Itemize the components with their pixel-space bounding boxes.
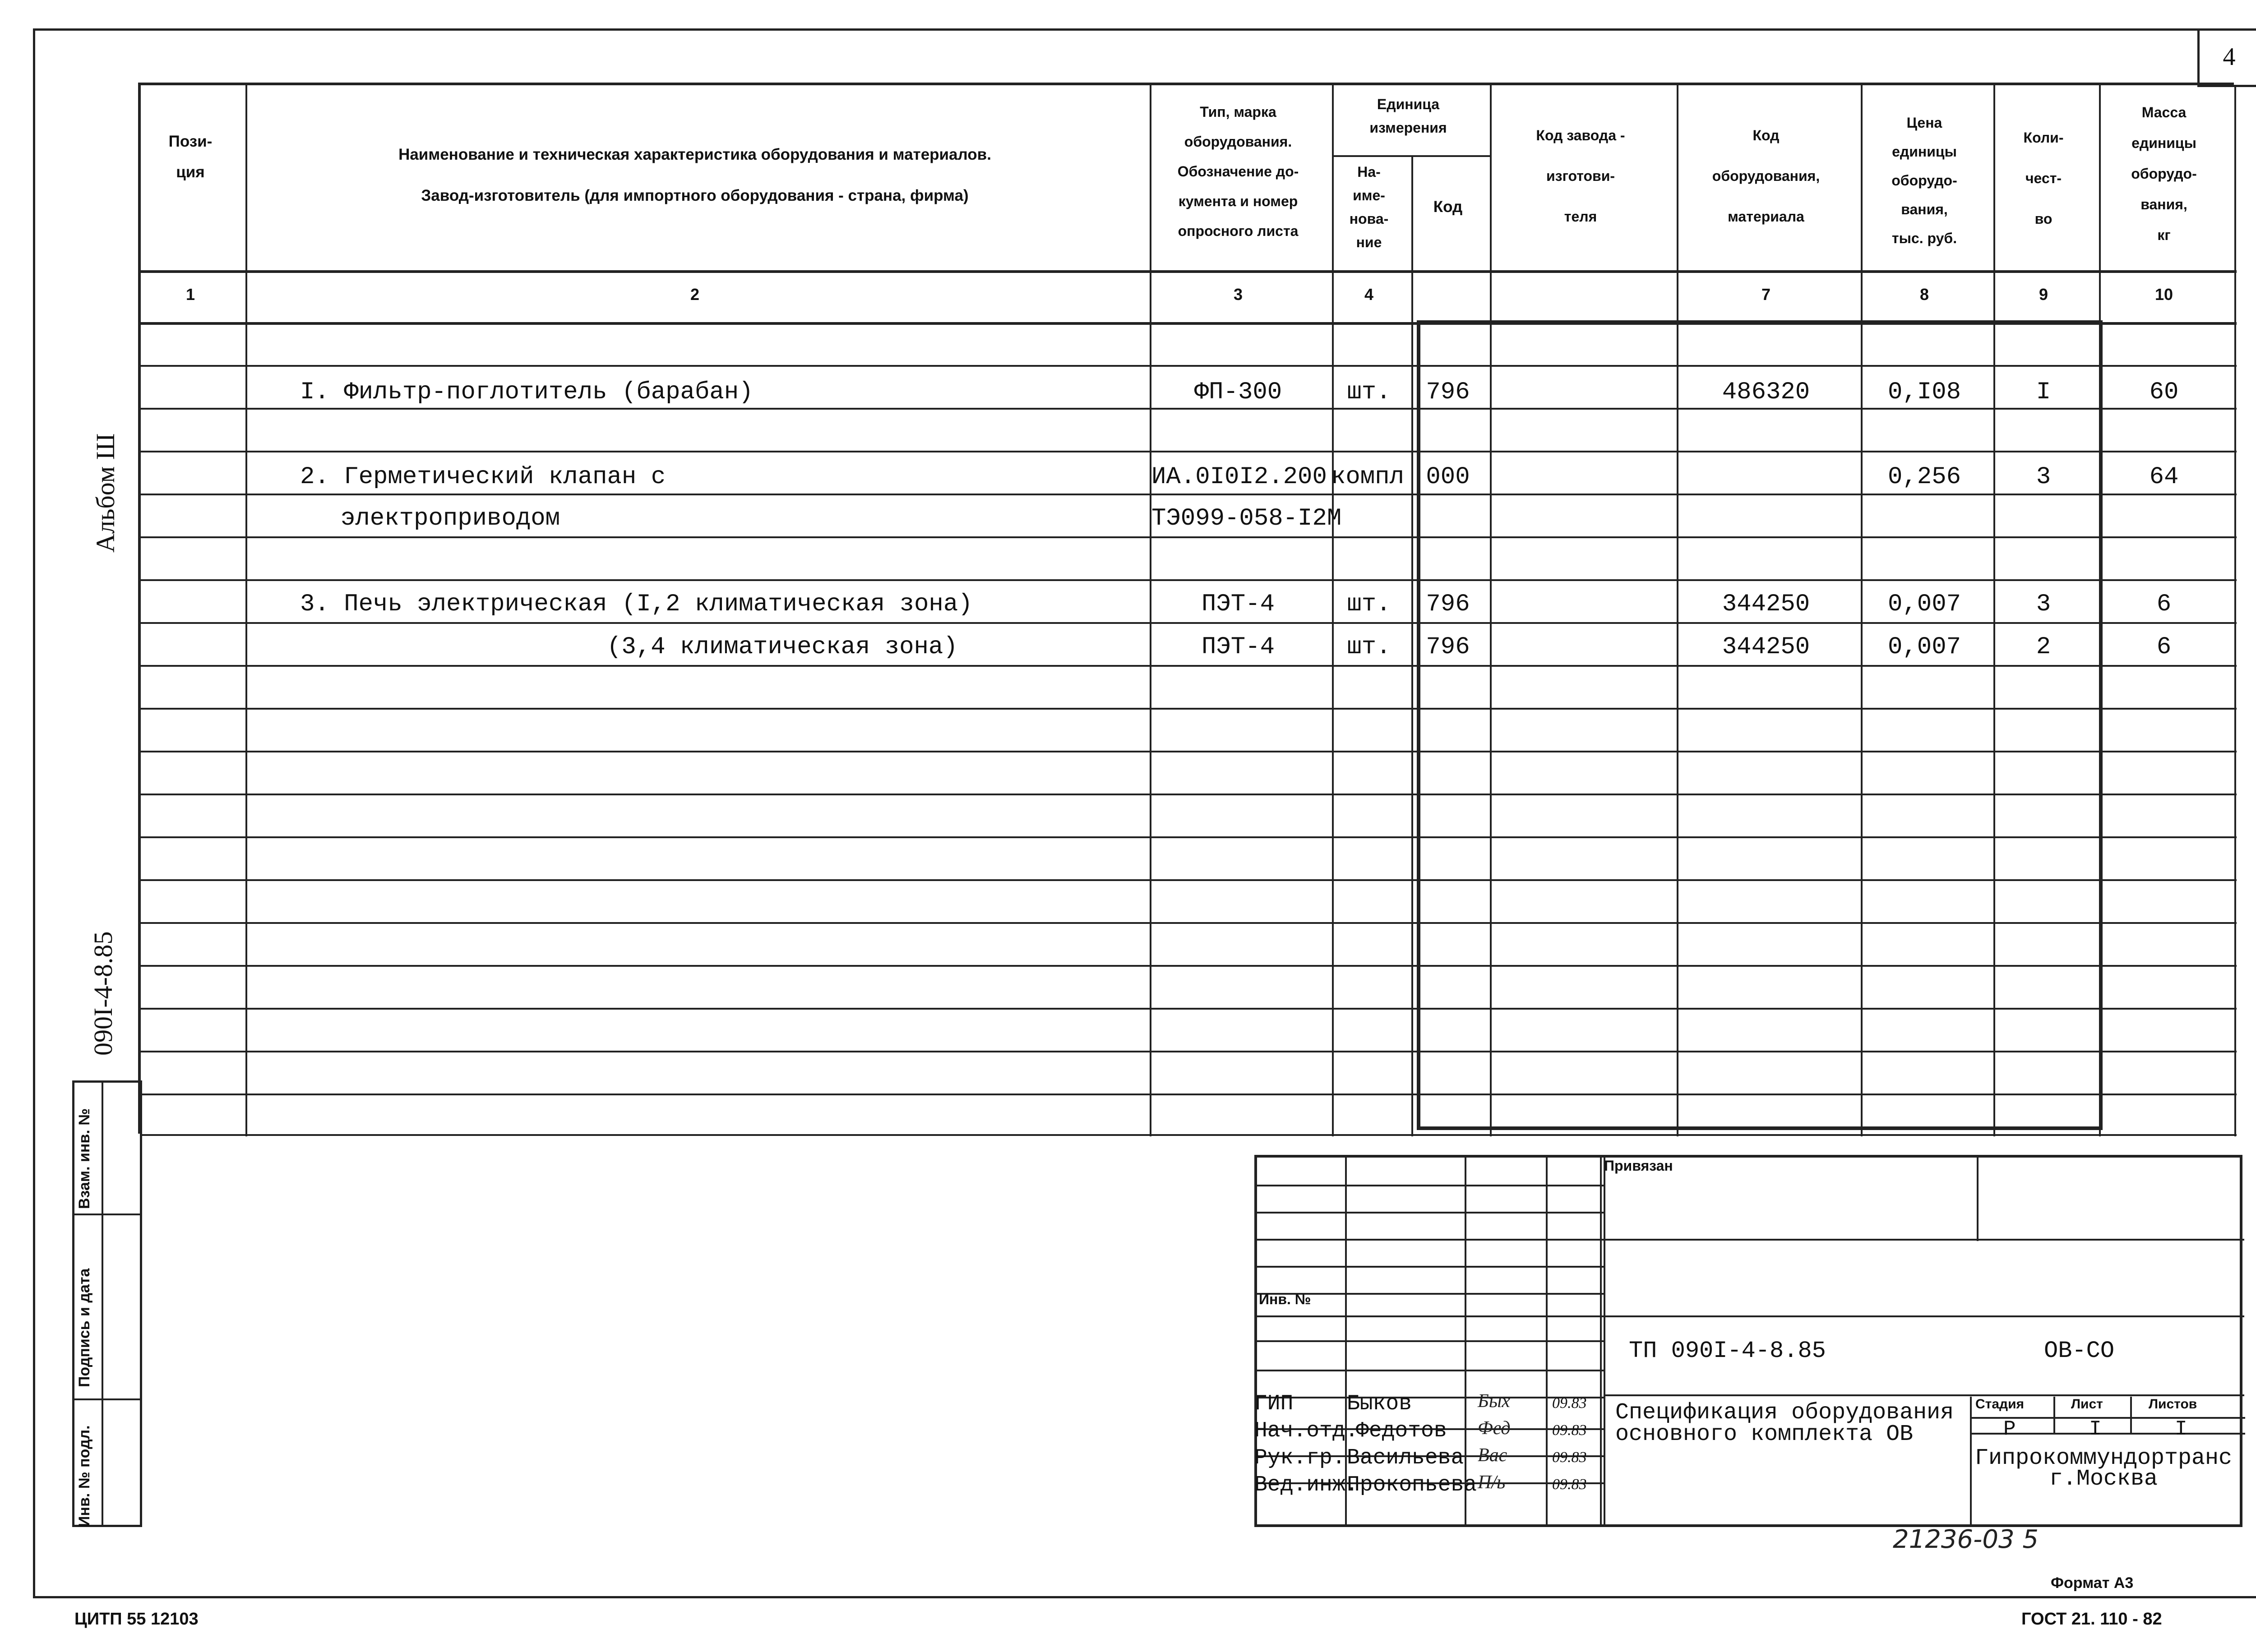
colnum-1: 1 xyxy=(185,285,195,304)
colnum-10: 10 xyxy=(2154,285,2173,304)
cell-price: 0,256 xyxy=(1887,463,1961,491)
signer-name: Быков xyxy=(1347,1392,1412,1416)
header-unit-code: Код xyxy=(1433,198,1463,216)
cell-qty: 3 xyxy=(2036,591,2051,618)
cell-unit-name: компл xyxy=(1331,463,1405,491)
signer-role: Вед.инж. xyxy=(1254,1473,1359,1497)
header-unit-group: Единица измерения xyxy=(1369,96,1447,136)
cell-mass: 6 xyxy=(2156,591,2172,618)
cell-unit-code: 796 xyxy=(1426,633,1470,661)
colnum-7: 7 xyxy=(1761,285,1771,304)
colnum-3: 3 xyxy=(1233,285,1243,304)
header-unit-name: На- име- нова- ние xyxy=(1349,164,1389,250)
doc-number: ТП 090I-4-8.85 xyxy=(1629,1338,1826,1364)
header-equip-code: Код оборудования, материала xyxy=(1712,127,1820,225)
doc-code-side: 090I-4-8.85 xyxy=(88,931,118,1056)
cell-type: ИА.0I0I2.200 xyxy=(1151,463,1327,491)
cell-qty: 2 xyxy=(2036,633,2051,661)
sheets-label: Листов xyxy=(2149,1397,2197,1412)
signature: Вас xyxy=(1478,1445,1507,1466)
signer-role: ГИП xyxy=(1254,1392,1294,1416)
header-qty: Коли- чест- во xyxy=(2023,129,2064,227)
cell-name: (3,4 климатическая зона) xyxy=(607,633,958,661)
header-price: Цена единицы оборудо- вания, тыс. руб. xyxy=(1891,115,1957,246)
inv-label: Инв. № xyxy=(1259,1291,1311,1307)
cell-price: 0,I08 xyxy=(1887,378,1961,406)
sheets-value: I xyxy=(2175,1417,2187,1441)
stage-value: Р xyxy=(2003,1417,2016,1441)
cell-qty: 3 xyxy=(2036,463,2051,491)
signature: Фед xyxy=(1478,1418,1511,1439)
page-number: 4 xyxy=(2197,28,2256,87)
header-name: Наименование и техническая характеристика оборудования и материалов. Завод-изготовитель (для импортного оборудования - страна, фирма) xyxy=(398,146,991,204)
header-position: Пози- ция xyxy=(168,133,213,181)
header-maker-code: Код завода - изготови- теля xyxy=(1536,127,1625,225)
colnum-8: 8 xyxy=(1919,285,1929,304)
bound-label: Привязан xyxy=(1604,1158,1673,1174)
cell-name: электроприводом xyxy=(341,505,560,532)
stamp-replace-inv: Взам. инв. № xyxy=(76,1108,93,1209)
org-name: Гипрокоммундортранс г.Москва xyxy=(1974,1445,2233,1492)
cell-name: 2. Герметический клапан с xyxy=(300,463,666,491)
cell-unit-name: шт. xyxy=(1347,633,1391,661)
signer-role: Нач.отд. xyxy=(1254,1419,1359,1443)
cell-equip-code: 344250 xyxy=(1722,591,1810,618)
album-label: Альбом Ш xyxy=(91,433,120,553)
cell-qty: I xyxy=(2036,378,2051,406)
signer-name: Федотов xyxy=(1356,1419,1447,1443)
signer-date: 09.83 xyxy=(1552,1395,1587,1412)
footer-left: ЦИТП 55 12103 xyxy=(74,1610,199,1629)
cell-price: 0,007 xyxy=(1887,633,1961,661)
cell-price: 0,007 xyxy=(1887,591,1961,618)
colnum-2: 2 xyxy=(690,285,700,304)
header-type: Тип, марка оборудования. Обозначение до- кумента и номер опросного листа xyxy=(1177,104,1299,239)
cell-type: ПЭТ-4 xyxy=(1201,591,1275,618)
cell-name: I. Фильтр-поглотитель (барабан) xyxy=(300,378,754,406)
cell-unit-name: шт. xyxy=(1347,378,1391,406)
stamp-inv-original: Инв. № подл. xyxy=(76,1425,93,1527)
cell-mass: 64 xyxy=(2149,463,2179,491)
cell-equip-code: 486320 xyxy=(1722,378,1810,406)
cell-type: ПЭТ-4 xyxy=(1201,633,1275,661)
signer-name: Прокопьева xyxy=(1347,1473,1477,1497)
cell-name: 3. Печь электрическая (I,2 климатическая зона) xyxy=(300,591,973,618)
cell-type: ФП-300 xyxy=(1194,378,1282,406)
signer-date: 09.83 xyxy=(1552,1422,1587,1439)
footer-right: ГОСТ 21. 110 - 82 xyxy=(2021,1610,2162,1629)
colnum-9: 9 xyxy=(2039,285,2048,304)
stage-label: Стадия xyxy=(1975,1397,2025,1412)
handwritten-number: 21236-03 5 xyxy=(1893,1525,2039,1554)
doc-mark: ОВ-СО xyxy=(2044,1338,2115,1364)
stamp-sign-date: Подпись и дата xyxy=(76,1268,93,1387)
signature: Бых xyxy=(1478,1391,1510,1412)
header-mass: Масса единицы оборудо- вания, кг xyxy=(2131,104,2197,243)
code-columns-box xyxy=(1417,320,2103,1130)
format-label: Формат А3 xyxy=(2051,1574,2134,1592)
cell-unit-code: 796 xyxy=(1426,378,1470,406)
signer-date: 09.83 xyxy=(1552,1449,1587,1466)
cell-type: ТЭ099-058-I2М xyxy=(1151,505,1342,532)
signer-name: Васильева xyxy=(1347,1446,1464,1470)
cell-unit-name: шт. xyxy=(1347,591,1391,618)
cell-equip-code: 344250 xyxy=(1722,633,1810,661)
cell-mass: 6 xyxy=(2156,633,2172,661)
signer-role: Рук.гр. xyxy=(1254,1446,1345,1470)
signature: П/ь xyxy=(1478,1472,1506,1493)
sheet-value: I xyxy=(2089,1417,2102,1441)
cell-unit-code: 796 xyxy=(1426,591,1470,618)
cell-unit-code: 000 xyxy=(1426,463,1470,491)
colnum-4: 4 xyxy=(1364,285,1374,304)
doc-title: Спецификация оборудования основного комплекта ОВ xyxy=(1615,1400,1954,1447)
sheet-label: Лист xyxy=(2071,1397,2103,1412)
signer-date: 09.83 xyxy=(1552,1476,1587,1493)
cell-mass: 60 xyxy=(2149,378,2179,406)
